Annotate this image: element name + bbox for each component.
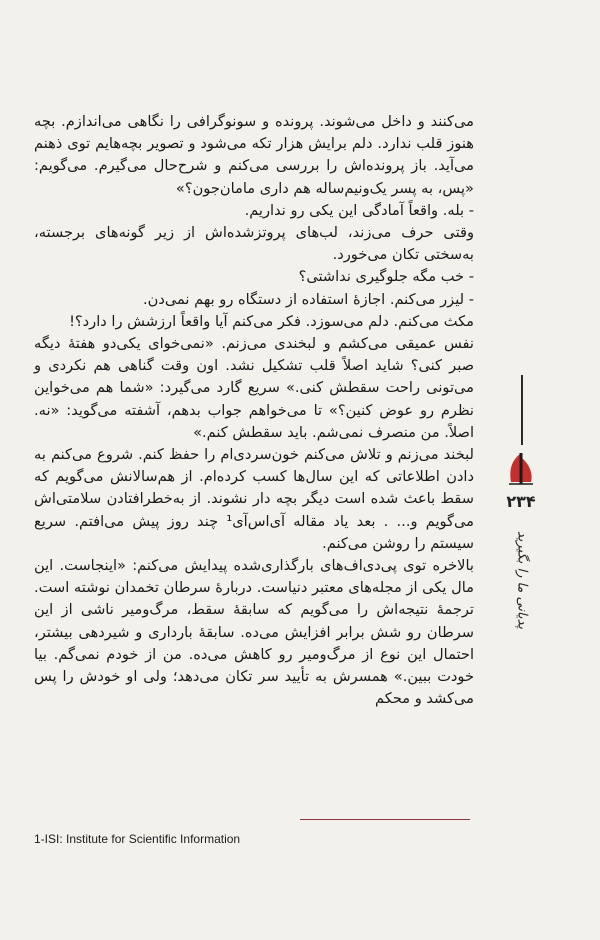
body-text bbox=[34, 111, 474, 710]
paragraph: مکث می‌کنم. دلم می‌سوزد. فکر می‌کنم آیا واقعاً ارزشش را دارد؟! bbox=[69, 312, 474, 330]
paragraph: وقتی حرف می‌زند، لب‌های پروتزشده‌اش از زیر گونه‌های برجسته، به‌سختی تکان می‌خورد. bbox=[34, 224, 474, 264]
footnote: 1-ISI: Institute for Scientific Information bbox=[34, 832, 241, 846]
paragraph: می‌کنند و داخل می‌شوند. پرونده و سونوگرافی را نگاهی می‌اندازم. بچه هنوز قلب ندارد. دلم برایش هزار تکه می‌شود و تصویر بچه‌هایم توی ذهنم می‌آید. باز پرونده‌اش را بررسی می‌کنم و شرح‌حال می‌گیرم. می‌گویم: «پس، به پسر یک‌ونیم‌ساله هم داری مامان‌جون؟» bbox=[34, 113, 474, 197]
paragraph: بالاخره توی پی‌دی‌اف‌های بارگذاری‌شده پیدایش می‌کنم: «اینجاست. این مال یکی از مجله‌های معتبر دنیاست. دربارهٔ سرطان تخمدان نوشته است. ترجمهٔ نتیجه‌اش را می‌گویم که سابقهٔ سقط، مرگ‌ومیر ناشی از این سرطان رو شش برابر افزایش می‌ده. سابقهٔ بارداری و شیردهی بیشتر، احتمال این نوع از مرگ‌ومیر رو کاهش می‌ده. من از خودم نمی‌گم. بیا خودت ببین.» همسرش به تأیید سر تکان می‌دهد؛ ولی او خودش را پس می‌کشد و محکم bbox=[34, 557, 474, 708]
page-number: ۲۳۴ bbox=[506, 492, 536, 511]
paragraph: نفس عمیقی می‌کشم و لبخندی می‌زنم. «نمی‌خوای یکی‌دو هفتهٔ دیگه صبر کنی؟ شاید اصلاً قلب تشکیل نشد. اون وقت گناهی هم نکردی و می‌تونی راحت سقطش کنی.» سریع گارد می‌گیرد: «شما هم می‌خواین نظرم رو عوض کنین؟» تا می‌خواهم جواب بدهم، آشفته می‌گوید: «نه. اصلاً. من منصرف نمی‌شم. باید سقطش کنم.» bbox=[34, 335, 474, 441]
paragraph: - لیزر می‌کنم. اجازهٔ استفاده از دستگاه رو بهم نمی‌دن. bbox=[142, 290, 474, 308]
sail-logo-icon bbox=[506, 452, 536, 486]
paragraph: - خب مگه جلوگیری نداشتی؟ bbox=[298, 268, 474, 286]
margin-divider bbox=[521, 375, 523, 445]
paragraph: لبخند می‌زنم و تلاش می‌کنم خون‌سردی‌ام را حفظ کنم. شروع می‌کنم به دادن اطلاعاتی که این سال‌ها کسب کرده‌ام. از هم‌سالانش می‌گویم که سقط باعث شده است دیگر بچه دار نشوند. از به‌خطرافتادن سلامتی‌اش می‌گویم و... . بعد یاد مقاله آی‌اس‌آی¹ چند روز پیش می‌افتم. سریع سیستم را روشن می‌کنم. bbox=[34, 446, 474, 552]
book-title-vertical: پدیانی ما را بگیرید bbox=[514, 530, 530, 630]
paragraph: - بله. واقعاً آمادگی این یکی رو نداریم. bbox=[244, 201, 474, 219]
footnote-divider bbox=[300, 819, 470, 820]
